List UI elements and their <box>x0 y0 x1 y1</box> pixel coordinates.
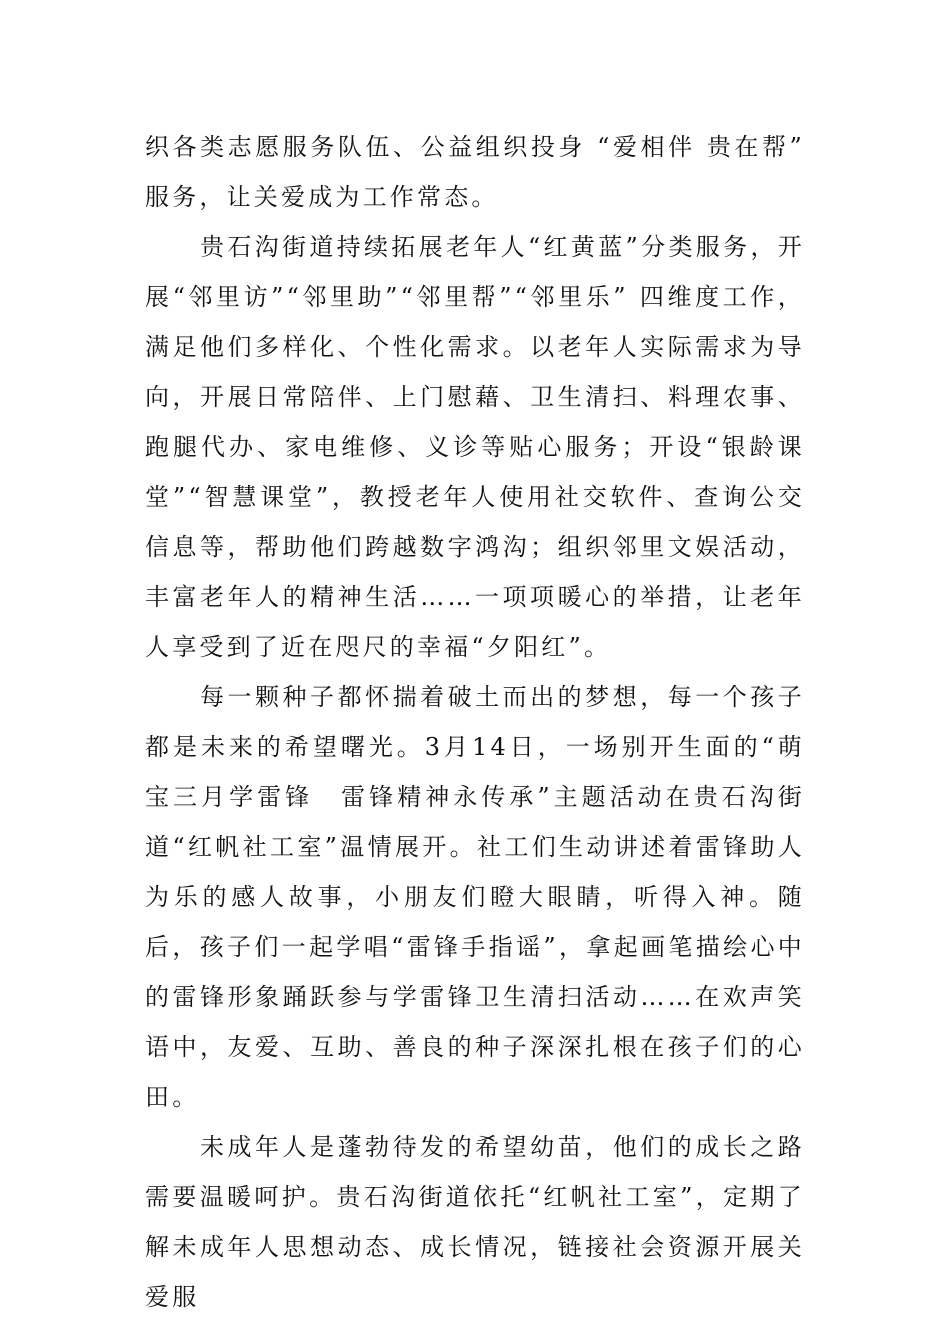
document-page <box>145 122 805 1322</box>
paragraph-volunteer-services-continued: 织各类志愿服务队伍、公益组织投身 “爱相伴 贵在帮” 服务，让关爱成为工作常态。 <box>145 133 805 211</box>
paragraph-lei-feng-activity: 每一颗种子都怀揣着破土而出的梦想，每一个孩子都是未来的希望曙光。3月14日，一场别开生面的“萌宝三月学雷锋 雷锋精神永传承”主题活动在贵石沟街道“红帆社工室”温情展开。社工们生动讲述着雷锋助人为乐的感人故事，小朋友们瞪大眼睛，听得入神。随后，孩子们一起学唱“雷锋手指谣”，拿起画笔描绘心中的雷锋形象踊跃参与学雷锋卫生清扫活动……在欢声笑语中，友爱、互助、善良的种子深深扎根在孩子们的心田。 <box>145 683 805 1111</box>
paragraph-minors-care: 未成年人是蓬勃待发的希望幼苗，他们的成长之路需要温暖呵护。贵石沟街道依托“红帆社工室”，定期了解未成年人思想动态、成长情况，链接社会资源开展关爱服 <box>145 1133 805 1311</box>
paragraph-elderly-services: 贵石沟街道持续拓展老年人“红黄蓝”分类服务，开展“邻里访”“邻里助”“邻里帮”“邻里乐” 四维度工作，满足他们多样化、个性化需求。以老年人实际需求为导向，开展日常陪伴、上门慰藉、卫生清扫、料理农事、跑腿代办、家电维修、义诊等贴心服务；开设“银龄课堂”“智慧课堂”，教授老年人使用社交软件、查询公交信息等，帮助他们跨越数字鸿沟；组织邻里文娱活动，丰富老年人的精神生活……一项项暖心的举措，让老年人享受到了近在咫尺的幸福“夕阳红”。 <box>145 233 805 661</box>
